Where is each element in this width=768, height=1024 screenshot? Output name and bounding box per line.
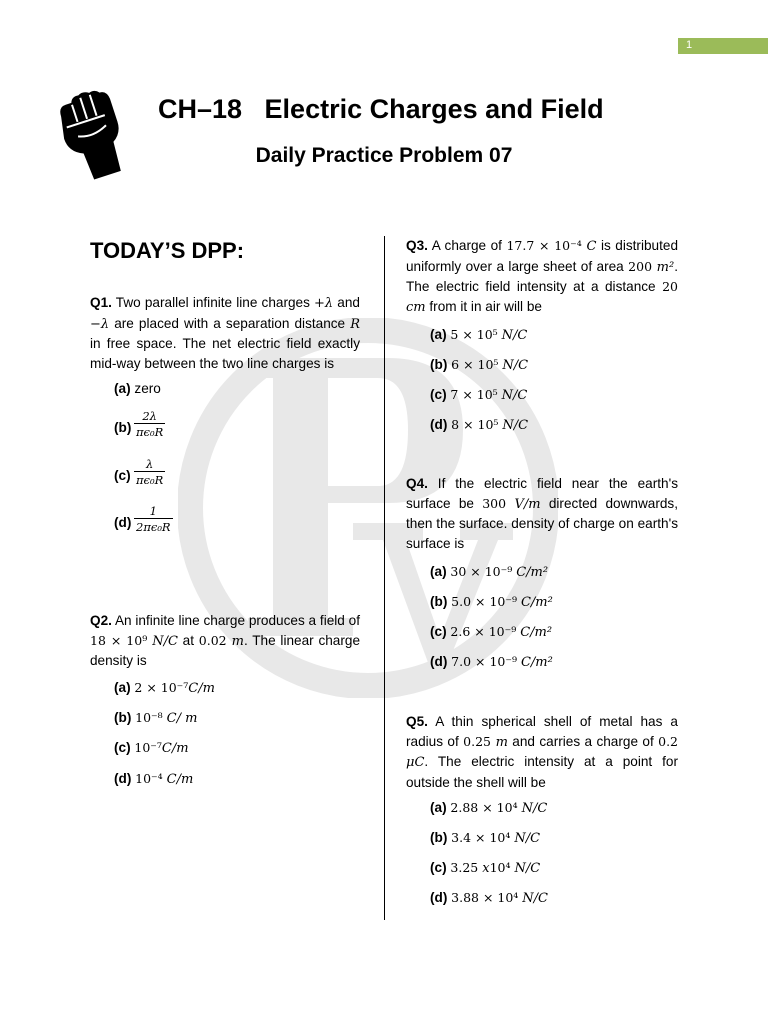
option-label: (b) [430, 357, 448, 372]
question-4 [406, 474, 678, 553]
question-text: . The electric intensity at a point for outside the shell will be [406, 754, 678, 790]
math: C/m² [520, 625, 553, 640]
question-text: from it in air will be [425, 298, 542, 314]
math: x [482, 861, 490, 876]
option-3c[interactable] [430, 387, 527, 403]
option-3b[interactable] [430, 357, 528, 373]
math: C/m² [516, 565, 549, 580]
math: N/C [502, 358, 529, 373]
question-text: . The linear charge density is [90, 632, 361, 669]
math: 300 [482, 495, 515, 511]
math: m [495, 734, 508, 750]
question-text: directed downwards, then the surface. density of charge on earth's surface is [406, 495, 678, 551]
option-label: (c) [114, 468, 131, 483]
math: m [231, 633, 244, 649]
denominator: πϵ₀R [136, 425, 164, 439]
option-text: zero [134, 381, 161, 396]
question-text: and carries a charge of [507, 733, 659, 749]
option-label: (d) [430, 890, 448, 905]
math: 7 × 10⁵ [450, 387, 502, 402]
option-label: (d) [114, 515, 132, 530]
option-1d[interactable] [114, 515, 131, 530]
math: +λ [314, 296, 334, 311]
numerator: λ [145, 457, 154, 471]
math: N/C [502, 418, 529, 433]
option-label: (a) [430, 327, 447, 342]
question-text: Two parallel infinite line charges [111, 295, 315, 310]
math: R [350, 316, 360, 332]
option-label: (c) [430, 387, 447, 402]
question-1 [90, 293, 360, 373]
question-number: Q2. [90, 613, 112, 628]
question-number: Q5. [406, 714, 428, 729]
option-label: (d) [430, 654, 448, 669]
math: C/m [188, 681, 215, 696]
question-text: in free space. The net electric field exactly mid-way between the two line charges is [90, 336, 360, 371]
question-text: An infinite line charge produces a field of [111, 613, 360, 628]
option-2c[interactable] [114, 740, 189, 756]
page-number-tab [678, 38, 768, 54]
question-text: . The electric field intensity at a distance [406, 258, 678, 295]
math: 0.02 [198, 632, 232, 648]
fraction-1c [134, 457, 165, 487]
option-label: (c) [430, 860, 447, 875]
option-2a[interactable] [114, 680, 215, 696]
option-label: (b) [430, 594, 448, 609]
question-number: Q3. [406, 238, 428, 253]
option-4b[interactable] [430, 594, 553, 610]
option-label: (a) [114, 680, 131, 695]
math: 3.4 × 10⁴ [451, 830, 515, 845]
option-label: (a) [430, 800, 447, 815]
option-label: (a) [430, 564, 447, 579]
math: 7.0 × 10⁻⁹ [451, 654, 521, 669]
column-divider [384, 236, 385, 920]
option-label: (c) [430, 624, 447, 639]
question-3 [406, 236, 678, 317]
math: N/C [501, 328, 528, 343]
page-number: 1 [686, 39, 693, 51]
math: 3.88 × 10⁴ [451, 890, 523, 905]
question-number: Q4. [406, 476, 428, 491]
math: N/C [501, 388, 528, 403]
chapter-title: CH–18 Electric Charges and Field [158, 94, 604, 124]
option-label: (a) [114, 381, 131, 396]
math: m² [656, 259, 675, 275]
question-text: is distributed uniformly over a large sheet of area [406, 238, 679, 274]
denominator: πϵ₀R [136, 473, 164, 487]
math: 10⁻⁴ [135, 771, 167, 786]
math: 17.7 × 10⁻⁴ [506, 238, 587, 253]
option-4d[interactable] [430, 654, 553, 670]
math: 0.2 [658, 733, 679, 749]
option-2b[interactable] [114, 710, 197, 726]
math: 200 [628, 258, 657, 274]
math: 2 × 10⁻⁷ [134, 680, 189, 695]
math: 6 × 10⁵ [451, 357, 503, 372]
option-5c[interactable] [430, 860, 540, 876]
question-text: A charge of [427, 238, 507, 253]
math: 3.25 [450, 860, 483, 875]
question-text: at [177, 632, 199, 648]
math: C/m [161, 741, 189, 756]
question-2 [90, 611, 360, 671]
math: N/C [522, 891, 548, 906]
option-3d[interactable] [430, 417, 528, 433]
numerator: 1 [149, 504, 157, 518]
math: C/ m [166, 711, 198, 726]
question-5 [406, 712, 678, 792]
option-1b[interactable] [114, 420, 131, 435]
fraction-1d [134, 504, 173, 534]
option-1c[interactable] [114, 468, 131, 483]
option-5a[interactable] [430, 800, 547, 816]
question-text: are placed with a separation distance [109, 315, 351, 331]
option-label: (b) [114, 710, 132, 725]
option-1a[interactable] [114, 381, 161, 396]
math: C [586, 239, 597, 254]
math: C/m [166, 772, 194, 787]
denominator: 2πϵ₀R [136, 520, 171, 534]
math: 18 × 10⁹ [90, 632, 153, 648]
math: N/C [514, 861, 541, 876]
math: 0.25 [463, 733, 496, 749]
math: 2.88 × 10⁴ [450, 800, 522, 815]
option-label: (b) [430, 830, 448, 845]
math: μC [406, 755, 425, 771]
math: cm [406, 299, 426, 315]
option-5b[interactable] [430, 830, 540, 846]
option-label: (b) [114, 420, 132, 435]
math: V/m [514, 496, 541, 512]
math: 30 × 10⁻⁹ [450, 564, 517, 579]
math: 5 × 10⁵ [450, 327, 502, 342]
math: 2.6 × 10⁻⁹ [450, 624, 521, 639]
math: 20 [662, 279, 678, 295]
math: C/m² [520, 655, 553, 670]
math: 10⁻⁸ [135, 710, 167, 725]
option-2d[interactable] [114, 771, 193, 787]
numerator: 2λ [142, 409, 157, 423]
math: N/C [514, 831, 541, 846]
math: 5.0 × 10⁻⁹ [451, 594, 521, 609]
question-number: Q1. [90, 295, 112, 310]
math: 10⁻⁷ [134, 740, 162, 755]
question-text: and [333, 295, 360, 310]
option-3a[interactable] [430, 327, 527, 343]
dpp-subtitle: Daily Practice Problem 07 [255, 144, 513, 167]
math: 8 × 10⁵ [451, 417, 503, 432]
question-text: A thin spherical shell of metal has a radius of [406, 714, 678, 749]
option-4c[interactable] [430, 624, 552, 640]
section-heading: TODAY’S DPP: [90, 238, 245, 263]
question-text: If the electric field near the earth's surface be [406, 476, 678, 511]
math: −λ [90, 316, 110, 332]
option-label: (d) [114, 771, 132, 786]
option-4a[interactable] [430, 564, 548, 580]
math: 10⁴ [489, 860, 515, 875]
option-5d[interactable] [430, 890, 548, 906]
option-label: (c) [114, 740, 131, 755]
math: N/C [521, 801, 548, 816]
option-label: (d) [430, 417, 448, 432]
fraction-1b [134, 409, 165, 439]
math: C/m² [520, 595, 553, 610]
math: N/C [152, 633, 178, 649]
